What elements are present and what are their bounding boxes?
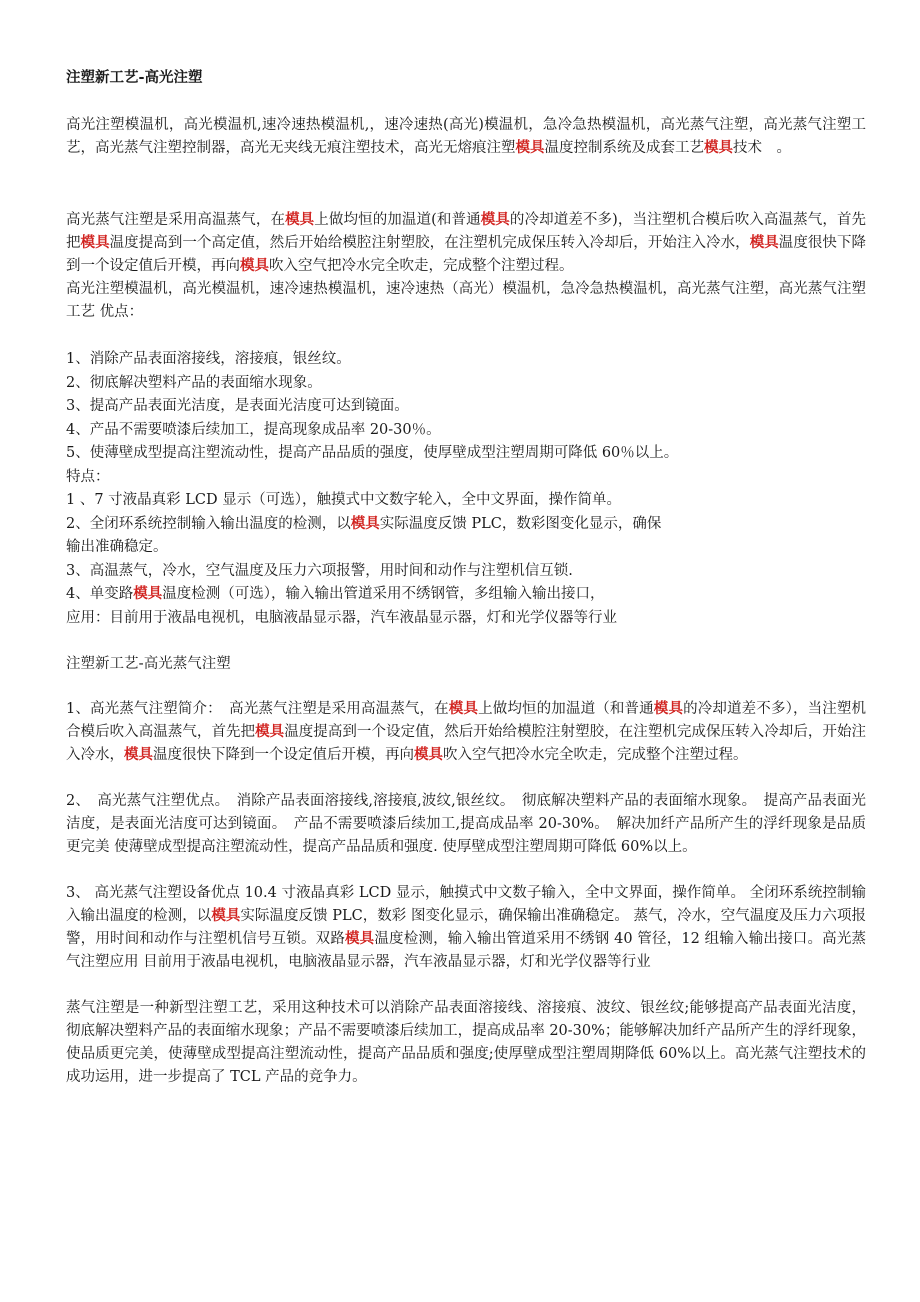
keyword-mold: 模具 [124,747,153,763]
feature-item-continued: 输出准确稳定。 [66,539,168,555]
advantage-item: 5、使薄壁成型提高注塑流动性，提高产品品质的强度，使厚壁成型注塑周期可降低 60％以上。 [66,445,679,461]
document-page [66,68,866,1089]
keyword-mold: 模具 [345,931,375,947]
keyword-mold: 模具 [80,235,110,251]
advantage-item: 3、提高产品表面光洁度，是表面光洁度可达到镜面。 [66,398,409,414]
advantages-intro: 高光注塑模温机，高光模温机，速冷速热模温机，速冷速热（高光）模温机，急冷急热模温机，高光蒸气注塑，高光蒸气注塑工艺 优点： [66,281,866,320]
keyword-mold: 模具 [414,747,443,763]
keyword-mold: 模具 [133,586,163,602]
summary-paragraph: 蒸气注塑是一种新型注塑工艺，采用这种技术可以消除产品表面溶接线、溶接痕、波纹、银丝纹;能够提高产品表面光洁度，彻底解决塑料产品的表面缩水现象；产品不需要喷漆后续加工，提高成品率 20-30%；能够解决加纤产品所产生的浮纤现象，使品质更完美，使薄壁成型提高注塑流动性，提高产品品质和强度;使厚壁成型注塑周期降低 60%以上。高光蒸气注塑技术的成功运用，进一步提高了 TCL 产品的竞争力。 [66,1000,866,1085]
advantage-item: 2、彻底解决塑料产品的表面缩水现象。 [66,374,322,391]
section-3-paragraph: 3、 高光蒸气注塑设备优点 10.4 寸液晶真彩 LCD 显示，触摸式中文数子输入，全中文界面，操作简单。 全闭环系统控制输入输出温度的检测，以模具实际温度反馈 PLC，数彩 图变化显示，确保输出准确稳定。 蒸气，冷水，空气温度及压力六项报警，用时间和动作与注塑机信号互锁。双路模具温度检测，输入输出管道采用不绣钢 40 管径，12 组输入输出接口。高光蒸气注塑应用 目前用于液晶电视机，电脑液晶显示器，汽车液晶显示器，灯和光学仪器等行业 [66,885,866,970]
keyword-mold: 模具 [255,724,285,740]
feature-item: 3、高温蒸气，冷水，空气温度及压力六项报警，用时间和动作与注塑机信互锁. [66,562,573,579]
keyword-mold: 模具 [480,212,510,228]
keyword-mold: 模具 [653,701,684,717]
feature-item: 4、单变路模具温度检测（可选），输入输出管道采用不绣钢管，多组输入输出接口， [66,586,605,602]
keyword-mold: 模具 [285,212,315,228]
application-line: 应用：目前用于液晶电视机，电脑液晶显示器，汽车液晶显示器，灯和光学仪器等行业 [66,609,617,626]
advantage-item: 4、产品不需要喷漆后续加工，提高现象成品率 20-30％。 [66,421,441,438]
keyword-mold: 模具 [211,908,241,924]
keyword-mold: 模具 [448,701,479,717]
feature-item: 2、全闭环系统控制输入输出温度的检测，以模具实际温度反馈 PLC，数彩图变化显示，确保 [66,515,662,532]
advantage-item: 1、消除产品表面溶接线，溶接痕，银丝纹。 [66,351,351,367]
features-label: 特点： [66,468,110,485]
keyword-mold: 模具 [515,140,545,156]
intro-paragraph: 高光注塑模温机，高光模温机,速冷速热模温机,，速冷速热(高光)模温机，急冷急热模温机，高光蒸气注塑，高光蒸气注塑工艺，高光蒸气注塑控制器，高光无夹线无痕注塑技术，高光无熔痕注塑模具温度控制系统及成套工艺模具技术 。 [66,117,866,156]
keyword-mold: 模具 [350,515,380,532]
keyword-mold: 模具 [749,235,779,251]
section-subtitle: 注塑新工艺-高光蒸气注塑 [66,656,231,672]
document-title: 注塑新工艺-高光注塑 [66,70,203,86]
keyword-mold: 模具 [704,140,733,156]
section-1-paragraph: 1、高光蒸气注塑简介： 高光蒸气注塑是采用高温蒸气，在模具上做均恒的加温道（和普通模具的冷却道差不多），当注塑机合模后吹入高温蒸气，首先把模具温度提高到一个设定值，然后开始给模腔注射塑胶，在注塑机完成保压转入冷却后，开始注入冷水，模具温度很快下降到一个设定值后开模，再向模具吹入空气把冷水完全吹走，完成整个注塑过程。 [66,701,867,763]
feature-item: 1 、7 寸液晶真彩 LCD 显示（可选），触摸式中文数字轮入，全中文界面，操作简单。 [66,492,621,508]
description-paragraph: 高光蒸气注塑是采用高温蒸气，在模具上做均恒的加温道(和普通模具的冷却道差不多)，当注塑机合模后吹入高温蒸气，首先把模具温度提高到一个高定值，然后开始给模腔注射塑胶，在注塑机完成保压转入冷却后，开始注入冷水，模具温度很快下降到一个设定值后开模，再向模具吹入空气把冷水完全吹走，完成整个注塑过程。 [66,212,867,274]
keyword-mold: 模具 [240,258,269,274]
section-2-paragraph: 2、 高光蒸气注塑优点。 消除产品表面溶接线,溶接痕,波纹,银丝纹。 彻底解决塑料产品的表面缩水现象。 提高产品表面光洁度，是表面光洁度可达到镜面。 产品不需要喷漆后续加工,提高成品率 20-30%。 解决加纤产品所产生的浮纤现象是品质更完美 使薄壁成型提高注塑流动性，提高产品品质和强度. 使厚壁成型注塑周期可降低 60%以上。 [66,793,866,855]
